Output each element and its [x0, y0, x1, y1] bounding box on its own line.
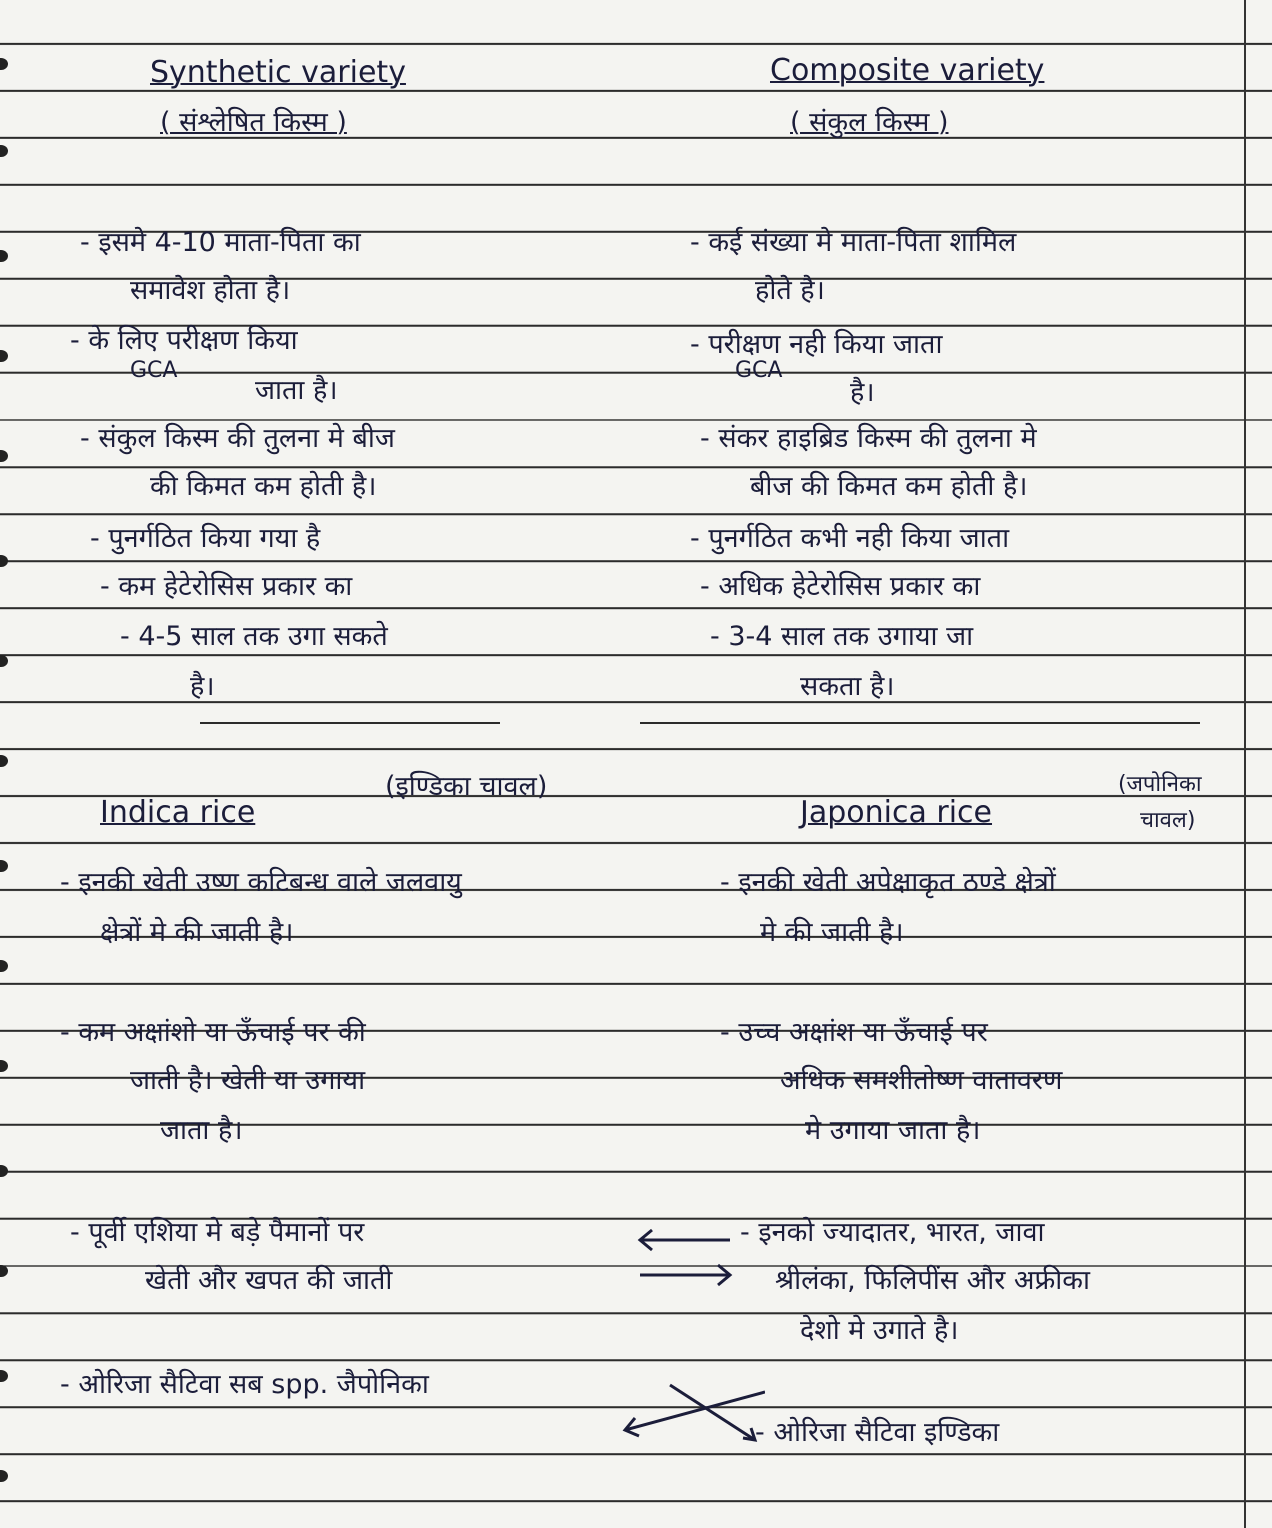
- composite-point-2-gca: GCA: [735, 358, 783, 383]
- synthetic-point-3-line-1: - संकुल किस्म की तुलना मे बीज: [80, 423, 395, 454]
- cross-arrow-icon: [615, 1380, 765, 1450]
- indica-point-3-line-1: - पूर्वी एशिया मे बड़े पैमानों पर: [70, 1217, 365, 1248]
- indica-point-4: - ओरिजा सैटिवा सब spp. जैपोनिका: [60, 1369, 429, 1400]
- composite-point-5: - अधिक हेटेरोसिस प्रकार का: [700, 571, 981, 602]
- binder-hole: [0, 58, 8, 70]
- indica-point-2-line-1: - कम अक्षांशो या ऊँचाई पर की: [60, 1017, 366, 1048]
- composite-point-1-line-1: - कई संख्या मे माता-पिता शामिल: [690, 227, 1017, 258]
- japonica-point-3-line-1: - इनको ज्यादातर, भारत, जावा: [740, 1217, 1045, 1248]
- japonica-point-1-line-1: - इनकी खेती अपेक्षाकृत ठण्डे क्षेत्रों: [720, 867, 1056, 898]
- composite-point-2-line-2: है।: [850, 377, 875, 408]
- japonica-point-2-line-1: - उच्च अक्षांश या ऊँचाई पर: [720, 1017, 988, 1048]
- synthetic-point-4: - पुनर्गठित किया गया है: [90, 523, 321, 554]
- synthetic-point-6-line-2: है।: [190, 671, 215, 702]
- composite-title: Composite variety: [770, 53, 1045, 88]
- japonica-title: Japonica rice: [800, 795, 993, 830]
- binder-hole: [0, 655, 8, 667]
- binder-hole: [0, 1370, 8, 1382]
- binder-hole: [0, 1165, 8, 1177]
- synthetic-point-2-gca: GCA: [130, 358, 178, 383]
- composite-point-6-line-1: - 3-4 साल तक उगाया जा: [710, 621, 974, 652]
- synthetic-point-6-line-1: - 4-5 साल तक उगा सकते: [120, 621, 388, 652]
- indica-subtitle: (इण्डिका चावल): [385, 771, 548, 802]
- japonica-subtitle-line-1: (जपोनिका: [1118, 772, 1202, 797]
- composite-point-2-line-1: - परीक्षण नही किया जाता: [690, 329, 943, 360]
- indica-point-1-line-2: क्षेत्रों मे की जाती है।: [100, 917, 294, 948]
- indica-point-2-line-2: जाती है। खेती या उगाया: [130, 1065, 366, 1096]
- synthetic-subtitle: ( संश्लेषित किस्म ): [160, 107, 347, 138]
- japonica-point-3-line-3: देशो मे उगाते है।: [800, 1315, 959, 1346]
- synthetic-point-1-line-1: - इसमे 4-10 माता-पिता का: [80, 227, 361, 258]
- japonica-point-2-line-3: मे उगाया जाता है।: [805, 1115, 981, 1146]
- composite-subtitle: ( संकुल किस्म ): [790, 107, 949, 138]
- composite-point-3-line-1: - संकर हाइब्रिड किस्म की तुलना मे: [700, 423, 1037, 454]
- binder-hole: [0, 1265, 8, 1277]
- japonica-point-4: - ओरिजा सैटिवा इण्डिका: [755, 1417, 1000, 1448]
- binder-hole: [0, 145, 8, 157]
- binder-hole: [0, 1470, 8, 1482]
- composite-point-6-line-2: सकता है।: [800, 671, 895, 702]
- binder-hole: [0, 250, 8, 262]
- indica-title: Indica rice: [100, 795, 256, 830]
- synthetic-title: Synthetic variety: [150, 55, 406, 90]
- synthetic-point-1-line-2: समावेश होता है।: [130, 275, 291, 306]
- japonica-subtitle-line-2: चावल): [1140, 808, 1196, 833]
- binder-hole: [0, 1060, 8, 1072]
- synthetic-point-2-line-1: - के लिए परीक्षण किया: [70, 325, 298, 356]
- section-divider: [640, 722, 1200, 724]
- margin-line: [1244, 0, 1246, 1528]
- japonica-point-2-line-2: अधिक समशीतोष्ण वातावरण: [780, 1065, 1063, 1096]
- synthetic-point-3-line-2: की किमत कम होती है।: [150, 471, 377, 502]
- composite-point-1-line-2: होते है।: [755, 275, 825, 306]
- binder-hole: [0, 960, 8, 972]
- section-divider: [200, 722, 500, 724]
- binder-hole: [0, 350, 8, 362]
- composite-point-3-line-2: बीज की किमत कम होती है।: [750, 471, 1028, 502]
- binder-hole: [0, 555, 8, 567]
- synthetic-point-5: - कम हेटेरोसिस प्रकार का: [100, 571, 353, 602]
- synthetic-point-2-line-2: जाता है।: [255, 375, 338, 406]
- indica-point-3-line-2: खेती और खपत की जाती: [145, 1265, 393, 1296]
- indica-point-1-line-1: - इनकी खेती उष्ण कटिबन्ध वाले जलवायु: [60, 867, 462, 898]
- binder-hole: [0, 755, 8, 767]
- double-arrow-icon: [630, 1220, 740, 1290]
- composite-point-4: - पुनर्गठित कभी नही किया जाता: [690, 523, 1010, 554]
- japonica-point-3-line-2: श्रीलंका, फिलिपींस और अफ्रीका: [775, 1265, 1090, 1296]
- binder-hole: [0, 450, 8, 462]
- indica-point-2-line-3: जाता है।: [160, 1115, 243, 1146]
- japonica-point-1-line-2: मे की जाती है।: [760, 917, 904, 948]
- binder-hole: [0, 860, 8, 872]
